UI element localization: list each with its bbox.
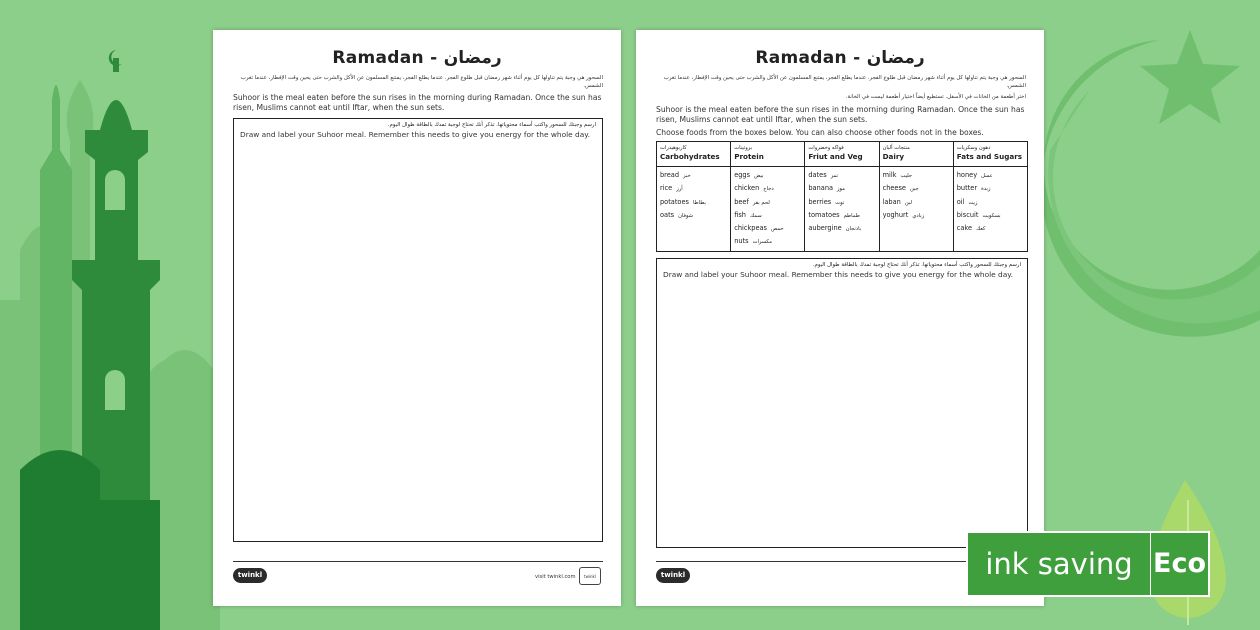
page-title: Ramadan - رمضان xyxy=(755,48,925,68)
food-list-fruit-veg xyxy=(805,167,879,252)
food-item: laban لبن xyxy=(882,197,912,206)
food-item: yoghurt زبادي xyxy=(882,210,925,219)
food-item: cheese جبن xyxy=(882,184,919,193)
column-header: بروتينات Protein xyxy=(731,142,805,167)
column-header: دهون وسكريات Fats and Sugars xyxy=(953,142,1027,167)
footer-divider xyxy=(233,561,603,562)
draw-instruction-arabic: ارسم وجبتك للسحور واكتب أسماء محتوياتها. تذكر أنك تحتاج لوجبة تمدك بالطاقة طوال اليوم. xyxy=(812,262,1021,268)
food-item: bread خبز xyxy=(660,171,691,179)
page-title: Ramadan - رمضان xyxy=(332,48,502,68)
food-list-carbohydrates xyxy=(657,167,731,252)
english-intro: Suhoor is the meal eaten before the sun rises in the morning during Ramadan. Once the sun has risen, Muslims cannot eat until Iftar, when the sun sets. xyxy=(233,93,602,112)
food-item: beef لحم بقر xyxy=(734,197,770,206)
draw-instruction-arabic: ارسم وجبتك للسحور واكتب أسماء محتوياتها. تذكر أنك تحتاج لوجبة تمدك بالطاقة طوال اليوم. xyxy=(387,122,596,128)
food-item: cake كعك xyxy=(956,224,986,233)
food-item: nuts مكسرات xyxy=(734,237,773,246)
food-list-dairy xyxy=(879,167,953,252)
draw-instruction-english: Draw and label your Suhoor meal. Remember this needs to give you energy for the whole day. xyxy=(663,270,1013,279)
eco-label: Eco xyxy=(1150,531,1210,597)
food-item: butter زبدة xyxy=(956,184,991,193)
food-list-protein xyxy=(731,167,805,252)
food-list-fats-sugars xyxy=(953,167,1027,252)
food-item: eggs بيض xyxy=(734,171,764,179)
arabic-choose-instruction: اختر أطعمة من الخانات في الأسفل. تستطيع أيضاً اختيار أطعمة ليست في الخانة. xyxy=(845,94,1026,100)
drawing-box xyxy=(656,258,1028,548)
food-item: rice أرز xyxy=(660,184,683,193)
worksheet-page-left xyxy=(213,30,621,606)
food-item: chickpeas حمص xyxy=(734,224,784,233)
food-item: berries توت xyxy=(808,197,845,206)
arabic-intro: السحور هي وجبة يتم تناولها كل يوم أثناء شهر رمضان قبل طلوع الفجر. عندما يطلع الفجر، يمتنع المسلمون عن الأكل والشرب حتى يحين وقت الإفطار، عندما تغرب الشمس. xyxy=(663,75,1026,89)
food-item: aubergine باذنجان xyxy=(808,224,862,233)
column-header: منتجات ألبان Dairy xyxy=(879,142,953,167)
food-item: chicken دجاج xyxy=(734,184,774,193)
food-item: biscuit بسكويت xyxy=(956,210,1001,219)
food-item: tomatoes طماطم xyxy=(808,210,860,219)
twinkl-logo: twinkl xyxy=(656,568,690,583)
food-item: honey عسل xyxy=(956,171,993,179)
ink-saving-label: ink saving xyxy=(966,531,1150,597)
food-groups-table xyxy=(656,141,1028,252)
food-item: fish سمك xyxy=(734,210,762,219)
column-header: فواكه وخضروات Friut and Veg xyxy=(805,142,879,167)
quality-badge: twinkl xyxy=(579,567,601,585)
drawing-box xyxy=(233,118,603,542)
english-intro: Suhoor is the meal eaten before the sun rises in the morning during Ramadan. Once the sun has risen, Muslims cannot eat until Iftar, when the sun sets. xyxy=(656,105,1025,124)
food-item: banana موز xyxy=(808,184,846,193)
food-item: dates تمر xyxy=(808,171,838,179)
draw-instruction-english: Draw and label your Suhoor meal. Remember this needs to give you energy for the whole day. xyxy=(240,130,590,139)
choose-instruction: Choose foods from the boxes below. You can also choose other foods not in the boxes. xyxy=(656,128,984,137)
food-item: oats شوفان xyxy=(660,210,694,219)
food-item: potatoes بطاطا xyxy=(660,197,706,206)
worksheet-page-right xyxy=(636,30,1044,606)
eco-ink-saving-badge xyxy=(966,531,1254,597)
column-header: كاربوهيدرات Carbohydrates xyxy=(657,142,731,167)
footer-url: visit twinkl.com xyxy=(535,574,576,580)
twinkl-logo: twinkl xyxy=(233,568,267,583)
food-item: milk حليب xyxy=(882,171,913,179)
food-item: oil زيت xyxy=(956,197,978,206)
arabic-intro: السحور هي وجبة يتم تناولها كل يوم أثناء شهر رمضان قبل طلوع الفجر. عندما يطلع الفجر، يمتنع المسلمون عن الأكل والشرب حتى يحين وقت الإفطار، عندما تغرب الشمس. xyxy=(240,75,603,89)
